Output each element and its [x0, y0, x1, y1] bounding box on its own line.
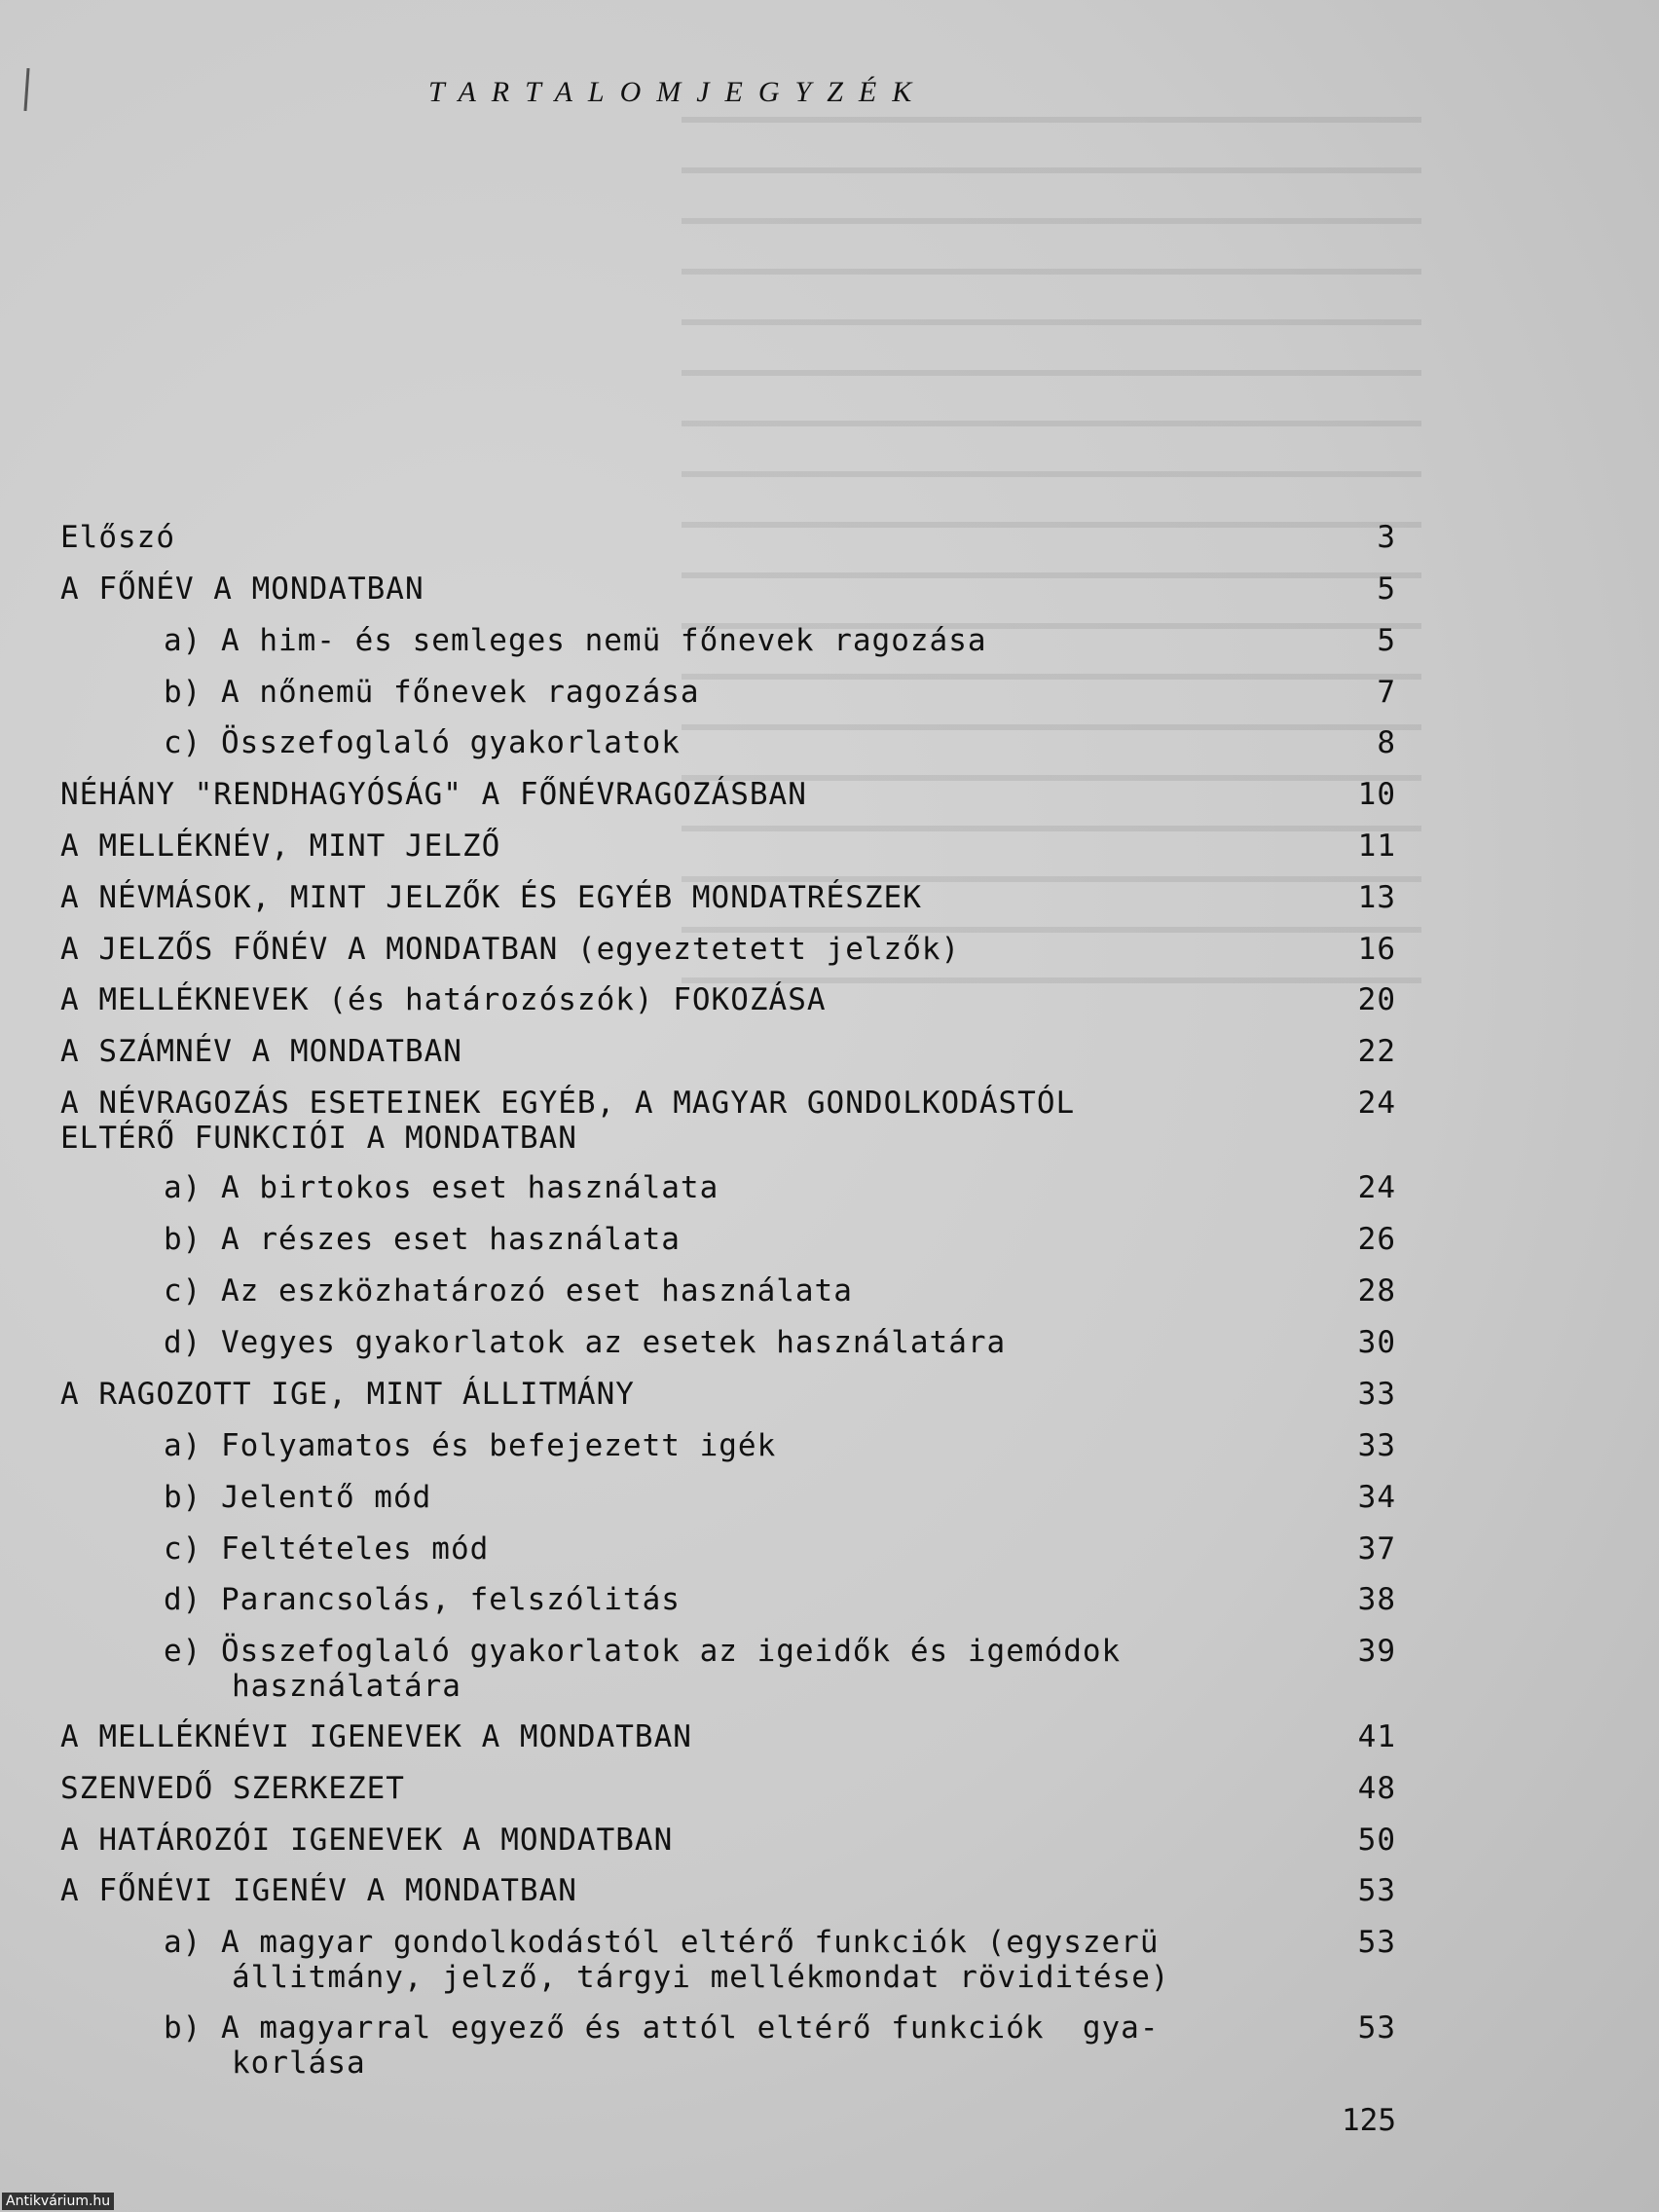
toc-entry	[0, 572, 1659, 611]
toc-entry-title: a) Folyamatos és befejezett igék	[164, 1428, 777, 1463]
toc-entry	[0, 1326, 1659, 1365]
toc-entry-title: c) Az eszközhatározó eset használata	[164, 1273, 853, 1309]
toc-entry	[0, 1634, 1659, 1704]
toc-entry-page: 33	[1357, 1377, 1396, 1412]
watermark: Antikvárium.hu	[2, 2193, 114, 2210]
toc-entry	[0, 1429, 1659, 1468]
toc-entry	[0, 1274, 1659, 1313]
toc-entry-page: 20	[1357, 982, 1396, 1017]
toc-entry-title: NÉHÁNY "RENDHAGYÓSÁG" A FŐNÉVRAGOZÁSBAN	[60, 777, 807, 812]
toc-entry	[0, 1378, 1659, 1417]
toc-entry	[0, 624, 1659, 663]
toc-entry-title: A NÉVRAGOZÁS ESETEINEK EGYÉB, A MAGYAR GONDOLKODÁSTÓL	[60, 1086, 1076, 1121]
toc-entry-page: 28	[1357, 1273, 1396, 1309]
toc-entry-title: A NÉVMÁSOK, MINT JELZŐK ÉS EGYÉB MONDATRÉSZEK	[60, 880, 922, 915]
toc-entry	[0, 933, 1659, 972]
toc-entry-title: a) A magyar gondolkodástól eltérő funkciók (egyszerü	[164, 1925, 1160, 1960]
toc-entry-title: b) A nőnemü főnevek ragozása	[164, 675, 700, 710]
toc-entry	[0, 881, 1659, 920]
toc-entry-title: d) Parancsolás, felszólitás	[164, 1582, 681, 1617]
toc-entry	[0, 1481, 1659, 1520]
toc-entry	[0, 1772, 1659, 1811]
toc-entry	[0, 1532, 1659, 1571]
toc-entry-page: 24	[1357, 1170, 1396, 1205]
toc-entry-title: e) Összefoglaló gyakorlatok az igeidők és igemódok	[164, 1634, 1122, 1669]
toc-entry	[0, 1171, 1659, 1210]
toc-entry-title-continued: állitmány, jelző, tárgyi mellékmondat röviditése)	[232, 1960, 1170, 1995]
toc-entry-page: 11	[1357, 829, 1396, 864]
toc-entry-page: 3	[1377, 520, 1396, 555]
toc-entry-title: A JELZŐS FŐNÉV A MONDATBAN (egyeztetett jelzők)	[60, 932, 961, 967]
toc-entry	[0, 676, 1659, 715]
toc-entry	[0, 983, 1659, 1022]
toc-entry-page: 26	[1357, 1222, 1396, 1257]
toc-entry-title: d) Vegyes gyakorlatok az esetek használatára	[164, 1325, 1007, 1360]
toc-entry-title-continued: használatára	[232, 1669, 461, 1704]
toc-entry-page: 41	[1357, 1719, 1396, 1754]
toc-entry-page: 33	[1357, 1428, 1396, 1463]
toc-entry-page: 37	[1357, 1531, 1396, 1567]
toc-entry-title: b) Jelentő mód	[164, 1480, 432, 1515]
toc-entry-title-continued: ELTÉRŐ FUNKCIÓI A MONDATBAN	[60, 1121, 577, 1156]
toc-entry-title: A MELLÉKNÉVI IGENEVEK A MONDATBAN	[60, 1719, 692, 1754]
toc-entry-page: 39	[1357, 1634, 1396, 1669]
toc-entry	[0, 1720, 1659, 1759]
toc-entry-title: A HATÁROZÓI IGENEVEK A MONDATBAN	[60, 1823, 674, 1858]
toc-entry-page: 38	[1357, 1582, 1396, 1617]
toc-entry-page: 5	[1377, 623, 1396, 658]
toc-entry-title: a) A birtokos eset használata	[164, 1170, 719, 1205]
toc-entry	[0, 1035, 1659, 1074]
toc-entry-title: A SZÁMNÉV A MONDATBAN	[60, 1034, 462, 1069]
page-number: 125	[1342, 2103, 1396, 2138]
toc-entry-page: 34	[1357, 1480, 1396, 1515]
toc-entry-title: SZENVEDŐ SZERKEZET	[60, 1771, 405, 1806]
toc-entry-page: 22	[1357, 1034, 1396, 1069]
toc-entry-title: A FŐNÉV A MONDATBAN	[60, 571, 424, 607]
toc-entry-page: 8	[1377, 725, 1396, 760]
toc-entry	[0, 1583, 1659, 1622]
toc-entry	[0, 521, 1659, 560]
toc-entry-page: 48	[1357, 1771, 1396, 1806]
toc-entry-page: 53	[1357, 1873, 1396, 1908]
toc-entry-page: 10	[1357, 777, 1396, 812]
toc-entry-title: b) A részes eset használata	[164, 1222, 681, 1257]
toc-entry-title: A MELLÉKNEVEK (és határozószók) FOKOZÁSA	[60, 982, 827, 1017]
toc-entry-page: 30	[1357, 1325, 1396, 1360]
toc-entry-title: c) Feltételes mód	[164, 1531, 490, 1567]
toc-entry-title: b) A magyarral egyező és attól eltérő funkciók gya-	[164, 2010, 1160, 2046]
toc-entry	[0, 1824, 1659, 1862]
toc-entry-page: 24	[1357, 1086, 1396, 1121]
toc-entry	[0, 2010, 1659, 2081]
toc-entry-page: 7	[1377, 675, 1396, 710]
toc-entry-title: A FŐNÉVI IGENÉV A MONDATBAN	[60, 1873, 577, 1908]
toc-entry-page: 50	[1357, 1823, 1396, 1858]
toc-entry-page: 5	[1377, 571, 1396, 607]
toc-entry	[0, 1086, 1659, 1156]
toc-entry	[0, 1925, 1659, 1995]
toc-entry-title: A RAGOZOTT IGE, MINT ÁLLITMÁNY	[60, 1377, 635, 1412]
margin-mark	[23, 68, 29, 111]
toc-entry-title: A MELLÉKNÉV, MINT JELZŐ	[60, 829, 501, 864]
toc-entry-page: 53	[1357, 1925, 1396, 1960]
toc-entry	[0, 1223, 1659, 1262]
page-title: TARTALOMJEGYZÉK	[428, 76, 928, 108]
toc-entry-title: c) Összefoglaló gyakorlatok	[164, 725, 681, 760]
toc-entry-title-continued: korlása	[232, 2046, 366, 2081]
toc-entry-title: Előszó	[60, 520, 175, 555]
toc-entry-page: 13	[1357, 880, 1396, 915]
toc-entry	[0, 778, 1659, 817]
toc-entry	[0, 726, 1659, 765]
toc-entry-page: 53	[1357, 2010, 1396, 2046]
toc-entry-page: 16	[1357, 932, 1396, 967]
toc-entry	[0, 830, 1659, 868]
toc-entry	[0, 1874, 1659, 1913]
toc-entry-title: a) A him- és semleges nemü főnevek ragozása	[164, 623, 987, 658]
